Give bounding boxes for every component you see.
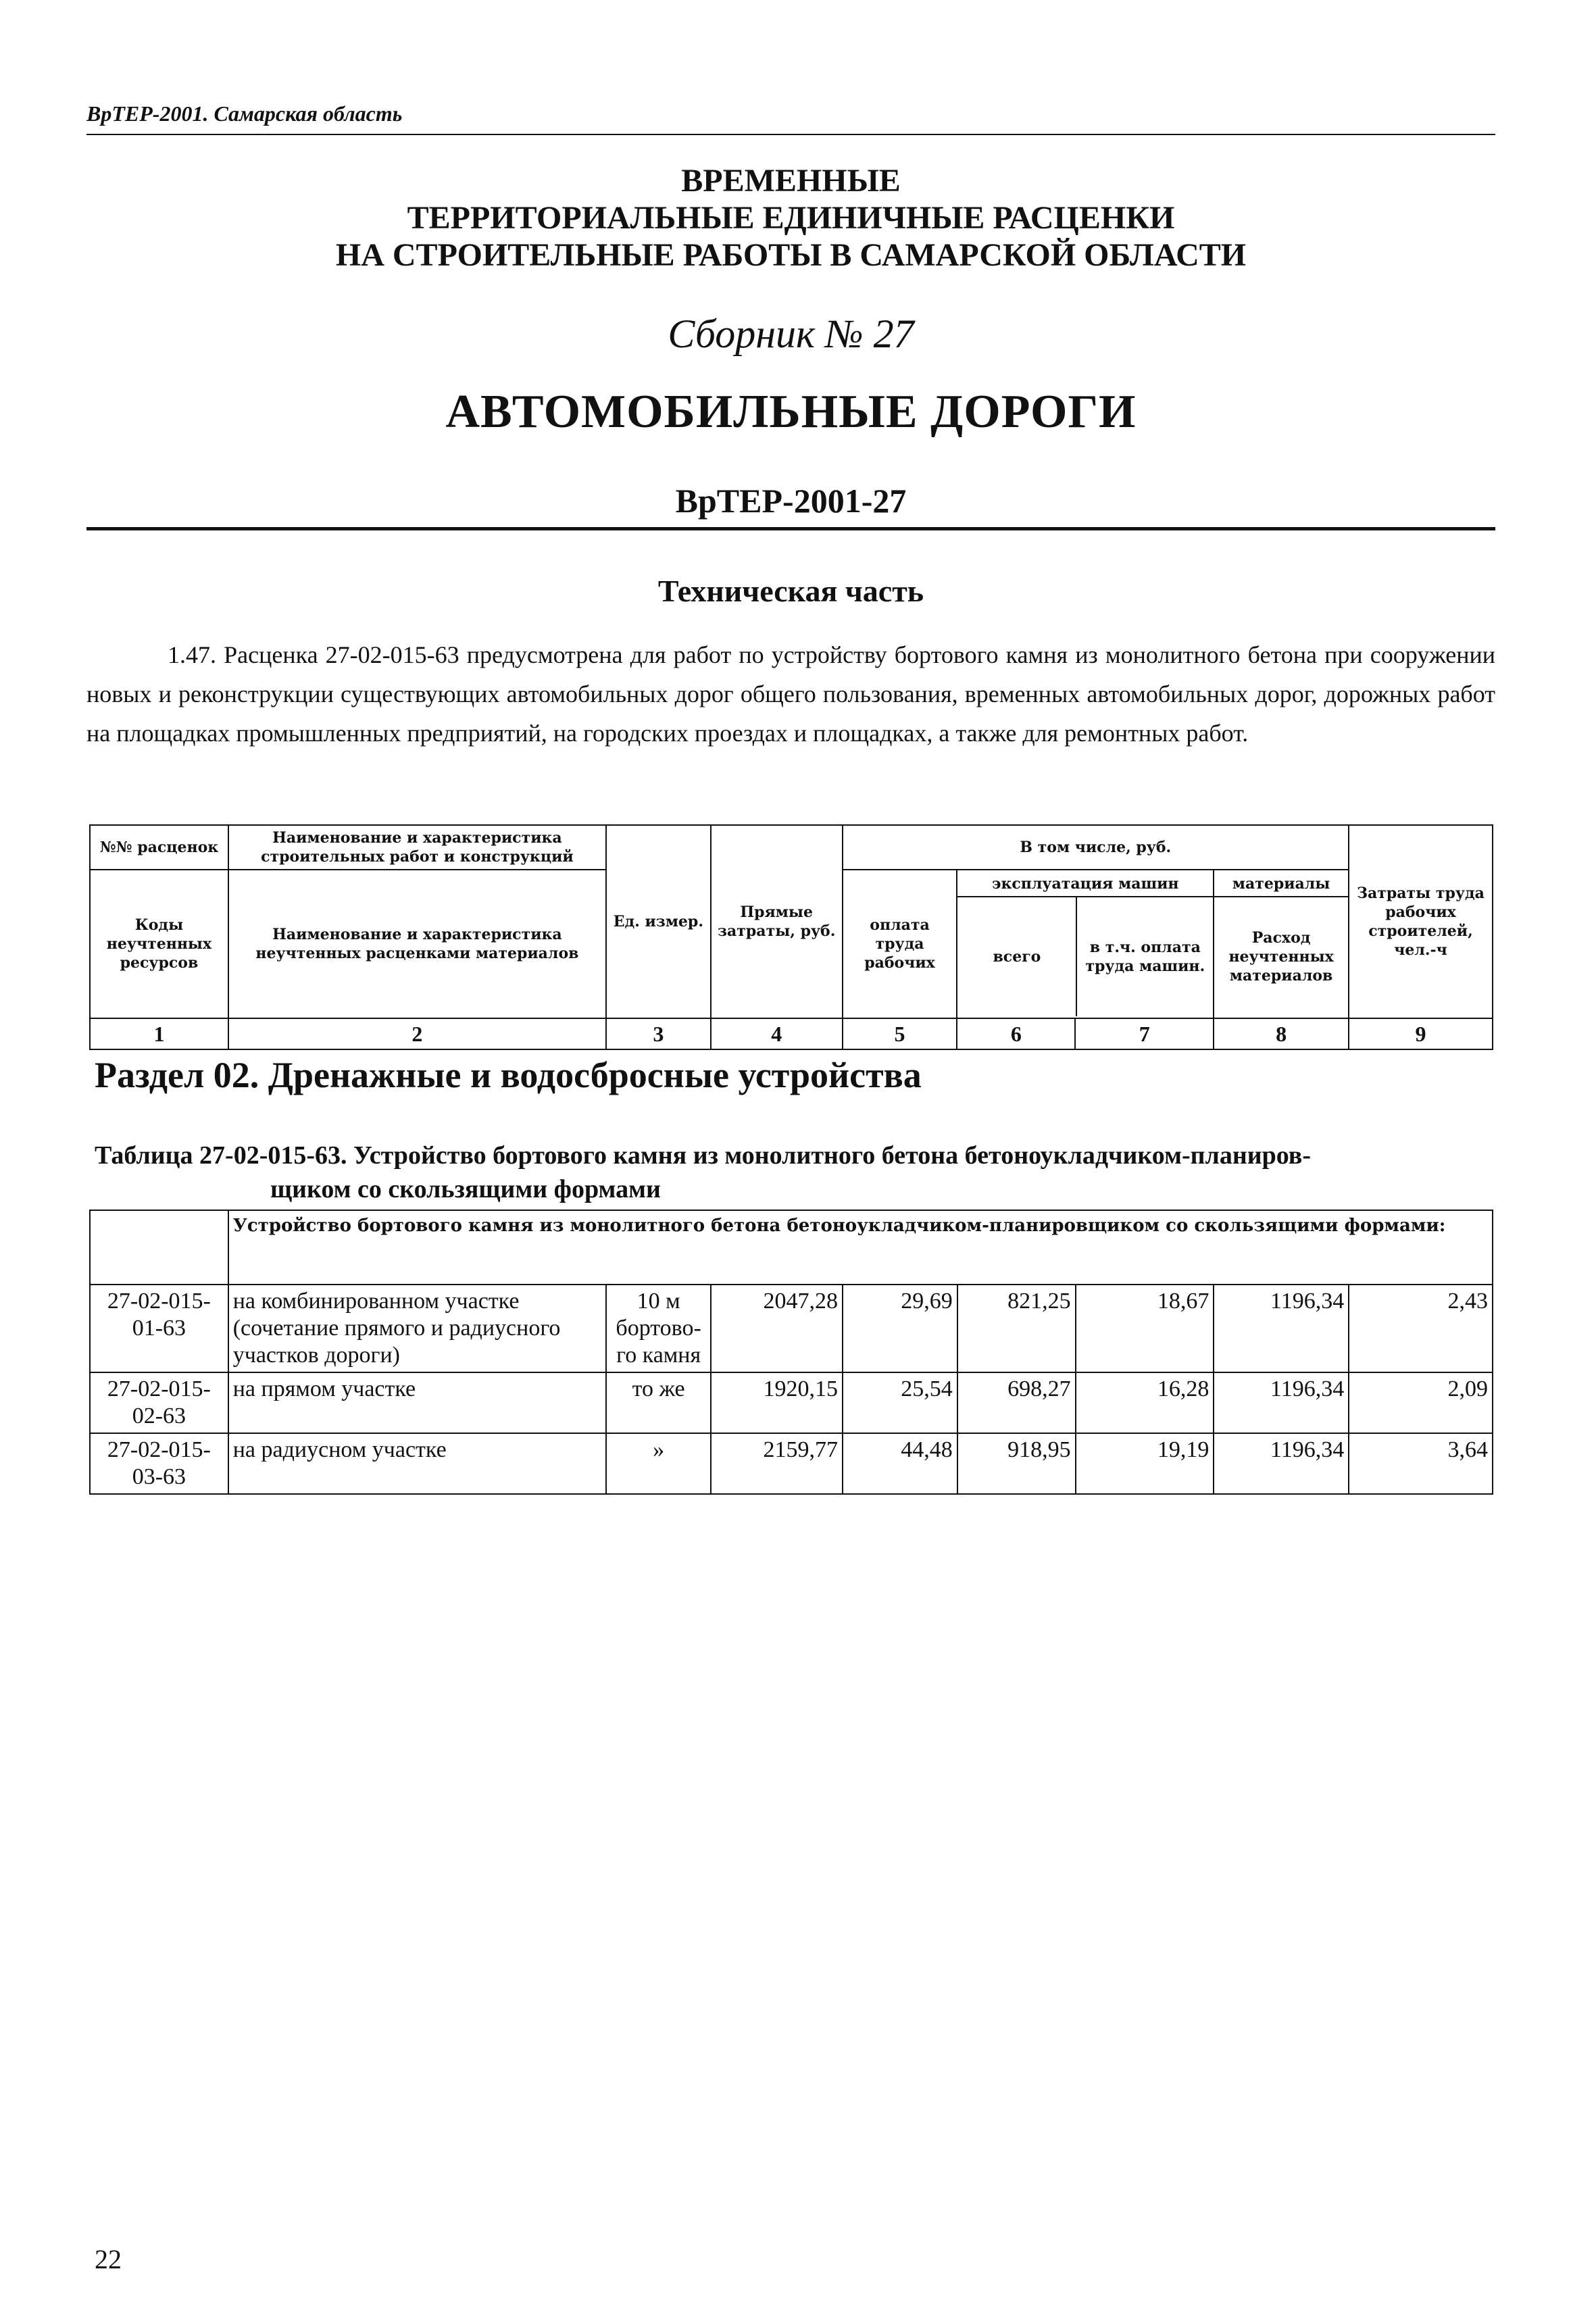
col-number-5: 5 — [843, 1018, 957, 1049]
rate-machinist-pay: 19,19 — [1076, 1433, 1214, 1494]
rate-labor: 44,48 — [843, 1433, 957, 1494]
col-number-6: 6 — [957, 1018, 1075, 1049]
section-title: Раздел 02. Дренажные и водосбросные устройства — [95, 1055, 922, 1095]
rate-unit: то же — [606, 1372, 711, 1433]
hdr-unaccounted-consumption: Расход неучтенных материалов — [1228, 929, 1334, 985]
hdr-machine-op: эксплуатация машин — [957, 872, 1213, 897]
rate-effort: 2,43 — [1349, 1285, 1493, 1372]
collection-heading: АВТОМОБИЛЬНЫЕ ДОРОГИ — [445, 386, 1137, 438]
rate-machines-total: 821,25 — [957, 1285, 1076, 1372]
hdr-codes-unaccounted: Коды неучтенных ресурсов — [90, 870, 228, 1018]
hdr-unit: Ед. измер. — [606, 825, 711, 1018]
hdr-name-unaccounted: Наименование и характеристика неучтенных расценками материалов — [228, 870, 606, 1018]
technical-part-heading: Техническая часть — [657, 574, 924, 608]
column-header-table — [89, 824, 1493, 1050]
group-code-cell — [90, 1210, 228, 1285]
col-number-8: 8 — [1214, 1018, 1349, 1049]
col-number-4: 4 — [711, 1018, 843, 1049]
rate-code: 27-02-015-02-63 — [90, 1372, 228, 1433]
document-code: ВрТЕР-2001-27 — [675, 482, 907, 520]
rate-materials: 1196,34 — [1214, 1285, 1349, 1372]
col-number-1: 1 — [90, 1018, 228, 1049]
title-line-3: НА СТРОИТЕЛЬНЫЕ РАБОТЫ В САМАРСКОЙ ОБЛАСТИ — [335, 237, 1247, 273]
col-number-2: 2 — [228, 1018, 606, 1049]
col-number-7: 7 — [1075, 1018, 1214, 1049]
rate-machinist-pay: 16,28 — [1076, 1372, 1214, 1433]
collection-number: Сборник № 27 — [668, 312, 914, 356]
title-line-1: ВРЕМЕННЫЕ — [681, 163, 901, 199]
table-caption-line-1: Таблица 27-02-015-63. Устройство бортового камня из монолитного бетона бетоноукладчиком-планиров- — [95, 1141, 1311, 1170]
page-number: 22 — [95, 2244, 122, 2274]
rate-materials: 1196,34 — [1214, 1372, 1349, 1433]
rate-labor: 29,69 — [843, 1285, 957, 1372]
rate-effort: 3,64 — [1349, 1433, 1493, 1494]
rate-code: 27-02-015-03-63 — [90, 1433, 228, 1494]
rate-name: на комбинированном участке (сочетание прямого и радиусного участков дороги) — [228, 1285, 606, 1372]
table-caption-line-2: щиком со скользящими формами — [270, 1175, 661, 1203]
hdr-machines-total: всего — [957, 897, 1077, 1016]
title-line-2: ТЕРРИТОРИАЛЬНЫЕ ЕДИНИЧНЫЕ РАСЦЕНКИ — [407, 200, 1175, 236]
rate-name: на прямом участке — [228, 1372, 606, 1433]
table-row — [90, 1285, 1493, 1372]
running-head: ВрТЕР-2001. Самарская область — [86, 101, 403, 126]
col-number-9: 9 — [1349, 1018, 1493, 1049]
rate-unit: » — [606, 1433, 711, 1494]
rate-machines-total: 918,95 — [957, 1433, 1076, 1494]
hdr-materials: материалы — [1214, 872, 1348, 897]
code-rule — [86, 527, 1495, 530]
rate-machinist-pay: 18,67 — [1076, 1285, 1214, 1372]
hdr-worker-effort: Затраты труда рабочих строителей, чел.-ч — [1349, 825, 1493, 1018]
hdr-name-works: Наименование и характеристика строительных работ и конструкций — [228, 825, 606, 870]
hdr-materials-block — [1214, 870, 1349, 1018]
table-caption — [95, 1139, 1487, 1206]
table-row — [90, 1372, 1493, 1433]
table-row — [90, 1433, 1493, 1494]
rate-effort: 2,09 — [1349, 1372, 1493, 1433]
hdr-labor-pay: оплата труда рабочих — [843, 870, 957, 1018]
hdr-direct-costs: Прямые затраты, руб. — [711, 825, 843, 1018]
rate-labor: 25,54 — [843, 1372, 957, 1433]
group-title: Устройство бортового камня из монолитного бетона бетоноукладчиком-планировщиком со скользящими формами: — [228, 1210, 1493, 1285]
hdr-rate-no: №№ расценок — [90, 825, 228, 870]
rate-direct: 2159,77 — [711, 1433, 843, 1494]
col-number-3: 3 — [606, 1018, 711, 1049]
rate-machines-total: 698,27 — [957, 1372, 1076, 1433]
technical-paragraph-text: 1.47. Расценка 27-02-015-63 предусмотрена для работ по устройству бортового камня из монолитного бетона при сооружении новых и реконструкции существующих автомобильных дорог общего пользования, временных автомобильных дорог, дорожных работ на площадках промышленных предприятий, на городских проездах и площадках, а также для ремонтных работ. — [86, 641, 1495, 747]
rate-materials: 1196,34 — [1214, 1433, 1349, 1494]
hdr-machinist-pay: в т.ч. оплата труда машин. — [1085, 939, 1205, 975]
header-rule — [86, 134, 1495, 135]
hdr-including: В том числе, руб. — [843, 825, 1349, 870]
hdr-machines-block — [957, 870, 1214, 1018]
rate-direct: 2047,28 — [711, 1285, 843, 1372]
rate-unit: 10 м бортово-го камня — [606, 1285, 711, 1372]
rate-direct: 1920,15 — [711, 1372, 843, 1433]
technical-paragraph — [86, 635, 1495, 753]
rates-table — [89, 1210, 1493, 1495]
rate-name: на радиусном участке — [228, 1433, 606, 1494]
rate-code: 27-02-015-01-63 — [90, 1285, 228, 1372]
